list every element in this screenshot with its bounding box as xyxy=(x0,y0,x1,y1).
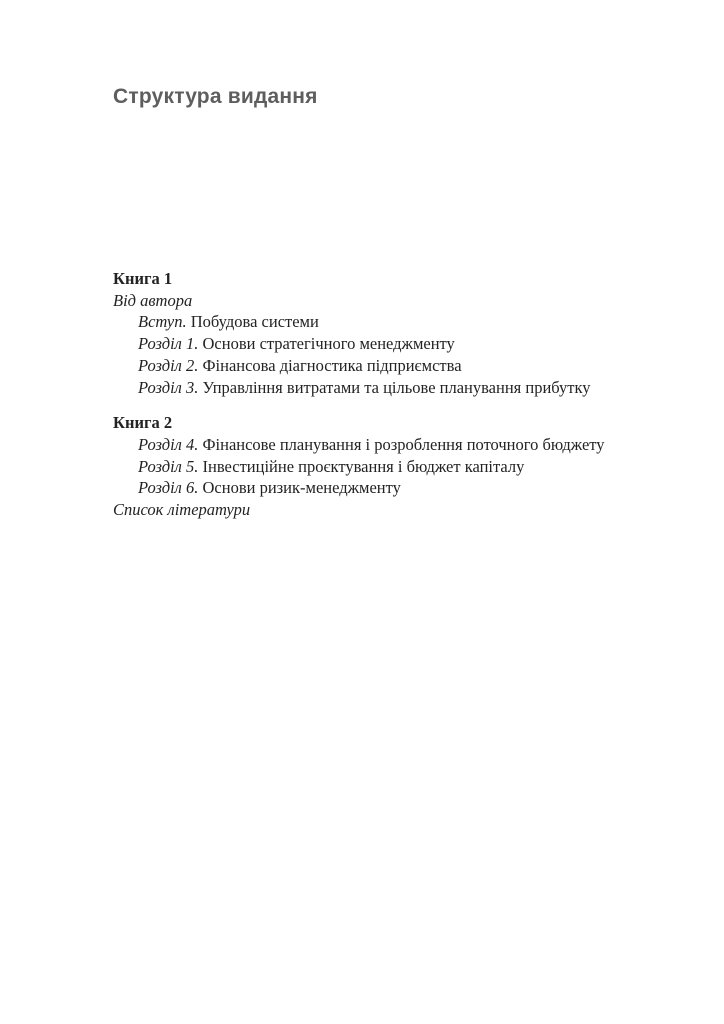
toc-entry-vid-avtora xyxy=(113,290,653,312)
toc-entry-rozdil-1 xyxy=(113,333,653,355)
toc-entry-spysok-literatury xyxy=(113,499,653,521)
toc-entry-label: Розділ 1. xyxy=(138,334,199,354)
toc-entry-text: Інвестиційне проєктування і бюджет капіталу xyxy=(202,456,525,476)
toc-entry-rozdil-2 xyxy=(113,355,653,377)
toc-entry-rozdil-5 xyxy=(113,456,653,478)
toc-section-book-2 xyxy=(113,412,653,521)
toc-entry-label: Розділ 4. xyxy=(138,434,199,454)
toc-entry-text: Основи стратегічного менеджменту xyxy=(202,334,455,354)
toc-entry-label: Розділ 5. xyxy=(138,456,199,476)
toc-entry-rozdil-3 xyxy=(113,377,653,399)
toc-entry-label: Розділ 2. xyxy=(138,355,199,375)
toc-entry-text: Фінансове планування і розроблення поточного бюджету xyxy=(202,434,605,454)
toc xyxy=(113,268,653,521)
toc-entry-rozdil-6 xyxy=(113,477,653,499)
toc-entry-text: Основи ризик-менеджменту xyxy=(202,478,401,498)
page-title: Структура видання xyxy=(113,85,318,108)
toc-entry-text: Фінансова діагностика підприємства xyxy=(202,355,462,375)
toc-entry-vstup xyxy=(113,311,653,333)
toc-entry-label: Розділ 3. xyxy=(138,377,199,397)
toc-heading-book-1: Книга 1 xyxy=(113,269,173,288)
toc-entry-rozdil-4 xyxy=(113,434,653,456)
toc-entry-text: Побудова системи xyxy=(190,312,319,332)
toc-heading-book-2: Книга 2 xyxy=(113,413,173,433)
toc-entry-label: Від автора xyxy=(113,290,193,310)
toc-entry-label: Вступ. xyxy=(138,312,187,332)
toc-entry-text: Управління витратами та цільове планування прибутку xyxy=(202,377,591,397)
toc-section-book-1 xyxy=(113,268,653,398)
toc-entry-label: Список літератури xyxy=(113,500,251,520)
toc-entry-label: Розділ 6. xyxy=(138,478,199,498)
